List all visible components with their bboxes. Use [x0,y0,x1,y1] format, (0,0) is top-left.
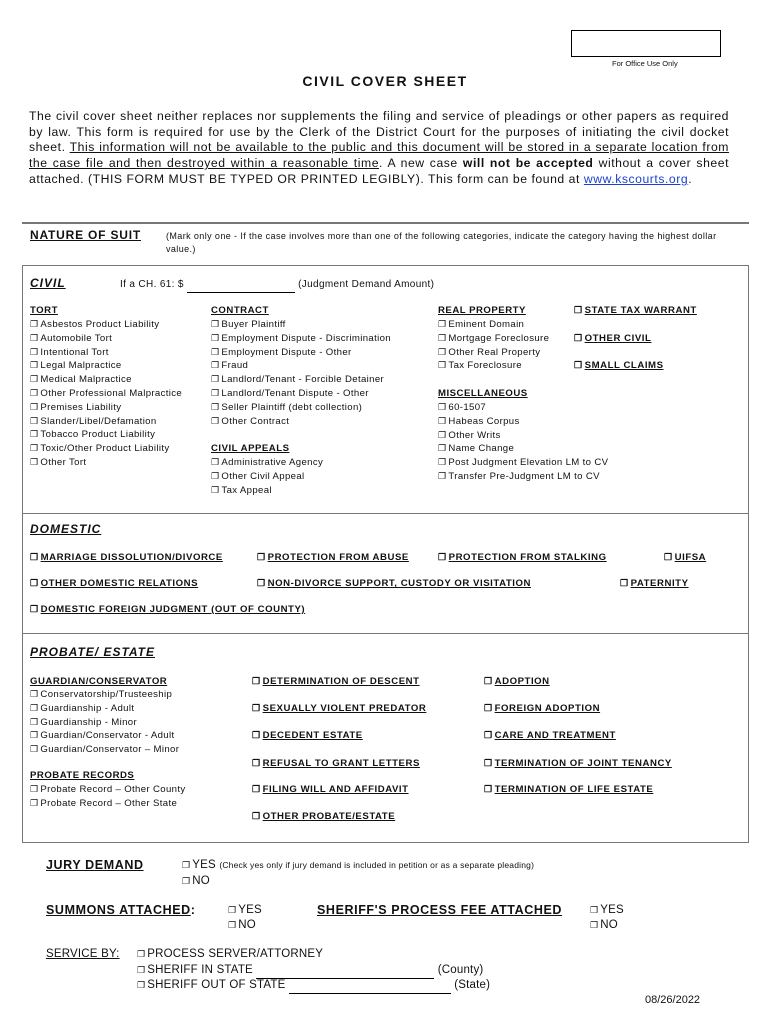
miscellaneous-heading: MISCELLANEOUS [438,388,528,399]
option-label: Landlord/Tenant Dispute - Other [221,387,369,399]
option-label: Medical Malpractice [40,374,132,386]
option-label: Other Professional Malpractice [40,387,183,399]
other-civil-option[interactable]: ❐ OTHER CIVIL [574,333,652,344]
checkbox-option[interactable] [30,359,182,373]
checkbox-option[interactable] [438,346,549,360]
checkbox-icon[interactable]: ❐ [30,332,39,343]
checkbox-option[interactable] [438,456,608,470]
option-label: Employment Dispute - Other [221,346,352,358]
checkbox-option[interactable] [30,743,179,757]
uifsa-option[interactable]: ❐ UIFSA [664,552,707,563]
nature-of-suit-note: (Mark only one - If the case involves more than one of the following categories, indicate the category having the highest dollar value.) [166,231,717,254]
checkbox-icon[interactable]: ❐ [30,744,39,755]
option-label: Other Civil Appeal [221,470,305,482]
summons-no-option[interactable]: ❐ NO [228,919,256,931]
care-and-treatment-option[interactable]: ❐ CARE AND TREATMENT [484,730,616,741]
decedent-estate-option[interactable]: ❐ DECEDENT ESTATE [252,730,363,741]
option-label: Seller Plaintiff (debt collection) [221,401,363,413]
sheriff-fee-heading: SHERIFF'S PROCESS FEE ATTACHED [317,903,563,917]
office-use-label: For Office Use Only [612,59,678,68]
summons-yes-option[interactable]: ❐ YES [228,904,262,916]
checkbox-icon[interactable]: ❐ [211,319,220,329]
foreign-adoption-option[interactable]: ❐ FOREIGN ADOPTION [484,703,601,714]
checkbox-icon[interactable]: ❐ [30,730,39,741]
contract-list [211,318,391,428]
checkbox-option[interactable] [30,797,186,811]
ch61-line: If a CH. 61: $ (Judgment Demand Amount) [120,278,434,293]
checkbox-icon[interactable]: ❐ [30,702,39,713]
option-label: Automobile Tort [40,332,113,344]
option-label: Employment Dispute - Discrimination [221,332,391,344]
option-label: Habeas Corpus [448,415,520,427]
option-label: Tax Foreclosure [448,360,522,372]
jury-yes-option[interactable]: ❐ YES (Check yes only if jury demand is included in petition or as a separate pleading) [182,859,535,871]
protection-from-abuse-option[interactable]: ❐ PROTECTION FROM ABUSE [257,552,409,563]
option-label: Premises Liability [40,401,122,413]
checkbox-option[interactable] [30,783,186,797]
checkbox-option[interactable] [438,318,549,332]
checkbox-option[interactable] [211,332,391,346]
other-domestic-relations-option[interactable]: ❐ OTHER DOMESTIC RELATIONS [30,578,199,589]
checkbox-icon[interactable]: ❐ [211,387,220,398]
checkbox-icon[interactable]: ❐ [30,387,39,398]
tort-heading: TORT [30,305,58,316]
option-label: Slander/Libel/Defamation [40,415,157,427]
checkbox-icon[interactable]: ❐ [30,346,39,357]
option-label: Other Contract [221,415,290,427]
guardian-conservator-heading: GUARDIAN/CONSERVATOR [30,676,168,687]
checkbox-option[interactable] [438,332,549,346]
option-label: 60-1507 [448,402,487,413]
checkbox-icon[interactable]: ❐ [30,360,39,371]
service-by-heading: SERVICE BY: [46,948,120,960]
intro-paragraph: The civil cover sheet neither replaces nor supplements the filing and service of pleadings or other papers as required by law. This form is required for use by the Clerk of the District Court for the purposes of initiating the civil docket sheet. This information will not be available to the public and this document will be stored in a separate location from the case file and then destroyed within a reasonable time. A new case will not be accepted without a cover sheet attached. (THIS FORM MUST BE TYPED OR PRINTED LEGIBLY). This form can be found at www.kscourts.org. [29,109,730,186]
checkbox-option[interactable] [30,442,182,456]
nature-of-suit-heading: NATURE OF SUIT [30,228,141,242]
probate-records-heading: PROBATE RECORDS [30,770,135,781]
checkbox-icon[interactable]: ❐ [211,346,220,357]
kscourts-link[interactable]: www.kscourts.org [583,171,689,186]
sheriff-in-state-option[interactable]: ❐ SHERIFF IN STATE (County) [137,963,483,979]
sheriff-out-of-state-option[interactable]: ❐ SHERIFF OUT OF STATE (State) [137,978,490,994]
paternity-option[interactable]: ❐ PATERNITY [620,578,689,589]
determination-of-descent-option[interactable]: ❐ DETERMINATION OF DESCENT [252,676,420,687]
checkbox-icon[interactable]: ❐ [438,429,447,440]
checkbox-option[interactable] [30,401,182,415]
checkbox-option[interactable] [211,373,391,387]
checkbox-option[interactable] [211,401,391,415]
option-label: Probate Record – Other County [40,784,186,795]
checkbox-option[interactable] [438,442,608,456]
contract-heading: CONTRACT [211,305,269,316]
domestic-section [22,513,749,634]
checkbox-icon[interactable]: ❐ [211,484,220,495]
checkbox-icon[interactable]: ❐ [211,374,220,385]
jury-note: (Check yes only if jury demand is included in petition or as a separate pleading) [219,860,535,870]
checkbox-option[interactable] [211,359,391,373]
civil-heading: CIVIL [30,276,66,290]
option-label: Tobacco Product Liability [40,429,156,441]
checkbox-option[interactable] [30,387,182,401]
real-property-list [438,318,549,373]
checkbox-icon[interactable]: ❐ [30,429,39,440]
filing-will-option[interactable]: ❐ FILING WILL AND AFFIDAVIT [252,784,409,795]
checkbox-option[interactable] [438,359,549,373]
nature-of-suit-divider [22,222,749,224]
checkbox-icon[interactable]: ❐ [438,360,447,371]
judgment-amount-field[interactable] [187,278,295,293]
checkbox-icon[interactable]: ❐ [30,689,39,699]
option-label: Landlord/Tenant - Forcible Detainer [221,374,385,386]
option-label: Guardianship - Adult [40,702,135,714]
option-label: Guardianship - Minor [40,716,138,728]
other-probate-option[interactable]: ❐ OTHER PROBATE/ESTATE [252,811,396,822]
option-label: Asbestos Product Liability [40,319,160,330]
option-label: Toxic/Other Product Liability [40,443,170,455]
checkbox-option[interactable] [30,729,179,743]
checkbox-option[interactable] [438,470,608,484]
option-label: Tax Appeal [221,484,272,496]
checkbox-option[interactable] [438,401,608,415]
checkbox-option[interactable] [30,318,182,332]
form-date: 08/26/2022 [645,994,701,1006]
checkbox-icon[interactable]: ❐ [30,374,39,385]
protection-from-stalking-option[interactable]: ❐ PROTECTION FROM STALKING [438,552,607,563]
guardian-list [30,688,179,757]
process-server-option[interactable]: ❐ PROCESS SERVER/ATTORNEY [137,948,324,960]
sheriff-fee-yes-option[interactable]: ❐ YES [590,904,624,916]
probate-heading: PROBATE/ ESTATE [30,645,156,659]
county-field[interactable] [256,963,434,979]
office-use-box[interactable] [571,30,721,57]
jury-no-option[interactable]: ❐ NO [182,875,210,887]
checkbox-option[interactable] [30,428,182,442]
page-title: CIVIL COVER SHEET [302,73,468,89]
small-claims-option[interactable]: ❐ SMALL CLAIMS [574,360,664,371]
probate-records-list [30,783,186,811]
checkbox-icon[interactable]: ❐ [211,457,220,467]
non-divorce-support-option[interactable]: ❐ NON-DIVORCE SUPPORT, CUSTODY OR VISITATION [257,578,531,589]
miscellaneous-list [438,401,608,484]
domestic-foreign-judgment-option[interactable]: ❐ DOMESTIC FOREIGN JUDGMENT (OUT OF COUNTY) [30,604,306,615]
checkbox-icon[interactable]: ❐ [30,319,39,329]
checkbox-icon[interactable]: ❐ [438,346,447,357]
adoption-option[interactable]: ❐ ADOPTION [484,676,550,687]
state-field[interactable] [289,978,451,994]
option-label: Name Change [448,443,515,455]
checkbox-icon[interactable]: ❐ [30,797,39,808]
checkbox-icon[interactable]: ❐ [438,470,447,481]
option-label: Intentional Tort [40,346,109,358]
checkbox-icon[interactable]: ❐ [211,415,220,426]
checkbox-icon[interactable]: ❐ [30,784,39,794]
domestic-heading: DOMESTIC [30,522,102,536]
checkbox-icon[interactable]: ❐ [211,360,220,371]
checkbox-option[interactable] [30,688,179,702]
sexually-violent-predator-option[interactable]: ❐ SEXUALLY VIOLENT PREDATOR [252,703,427,714]
checkbox-icon[interactable]: ❐ [438,443,447,454]
checkbox-option[interactable] [211,387,391,401]
option-label: Other Tort [40,456,87,468]
checkbox-icon[interactable]: ❐ [438,402,447,412]
option-label: Other Writs [448,429,501,441]
option-label: Administrative Agency [221,457,324,468]
option-label: Fraud [221,360,249,372]
option-label: Legal Malpractice [40,360,122,372]
checkbox-icon[interactable]: ❐ [30,456,39,467]
option-label: Other Real Property [448,346,541,358]
checkbox-icon[interactable]: ❐ [438,457,447,468]
state-tax-warrant-option[interactable]: ❐ STATE TAX WARRANT [574,305,697,316]
checkbox-option[interactable] [211,415,391,429]
checkbox-icon[interactable]: ❐ [211,332,220,343]
marriage-dissolution-option[interactable]: ❐ MARRIAGE DISSOLUTION/DIVORCE [30,552,223,563]
checkbox-option[interactable] [211,318,391,332]
checkbox-icon[interactable]: ❐ [438,415,447,426]
civil-appeals-list [211,456,323,497]
option-label: Eminent Domain [448,319,525,330]
civil-appeals-heading: CIVIL APPEALS [211,443,290,454]
option-label: Guardian/Conservator - Adult [40,730,175,742]
option-label: Mortgage Foreclosure [448,332,550,344]
real-property-heading: REAL PROPERTY [438,305,526,316]
checkbox-option[interactable] [30,716,179,730]
checkbox-icon[interactable]: ❐ [30,443,39,454]
option-label: Transfer Pre-Judgment LM to CV [448,470,600,482]
checkbox-option[interactable] [211,484,323,498]
checkbox-option[interactable] [30,456,182,470]
termination-joint-tenancy-option[interactable]: ❐ TERMINATION OF JOINT TENANCY [484,758,672,769]
option-label: Conservatorship/Trusteeship [40,689,173,700]
checkbox-icon[interactable]: ❐ [30,401,39,412]
checkbox-option[interactable] [438,415,608,429]
checkbox-option[interactable] [211,470,323,484]
checkbox-option[interactable] [30,346,182,360]
checkbox-icon[interactable]: ❐ [211,401,220,412]
checkbox-option[interactable] [438,429,608,443]
refusal-to-grant-letters-option[interactable]: ❐ REFUSAL TO GRANT LETTERS [252,758,420,769]
checkbox-icon[interactable]: ❐ [30,716,39,727]
tort-list [30,318,182,470]
checkbox-option[interactable] [30,373,182,387]
checkbox-option[interactable] [30,415,182,429]
jury-demand-heading: JURY DEMAND [46,858,144,872]
option-label: Post Judgment Elevation LM to CV [448,457,609,469]
checkbox-option[interactable] [30,332,182,346]
option-label: Buyer Plaintiff [221,319,286,330]
checkbox-icon[interactable]: ❐ [211,470,220,481]
checkbox-option[interactable] [211,346,391,360]
sheriff-fee-no-option[interactable]: ❐ NO [590,919,618,931]
option-label: Probate Record – Other State [40,797,178,809]
checkbox-icon[interactable]: ❐ [30,415,39,426]
option-label: Guardian/Conservator – Minor [40,744,180,756]
termination-life-estate-option[interactable]: ❐ TERMINATION OF LIFE ESTATE [484,784,654,795]
summons-attached-heading: SUMMONS ATTACHED: [46,903,196,917]
checkbox-option[interactable] [211,456,323,470]
checkbox-icon[interactable]: ❐ [438,319,447,329]
checkbox-option[interactable] [30,702,179,716]
checkbox-icon[interactable]: ❐ [438,332,447,343]
